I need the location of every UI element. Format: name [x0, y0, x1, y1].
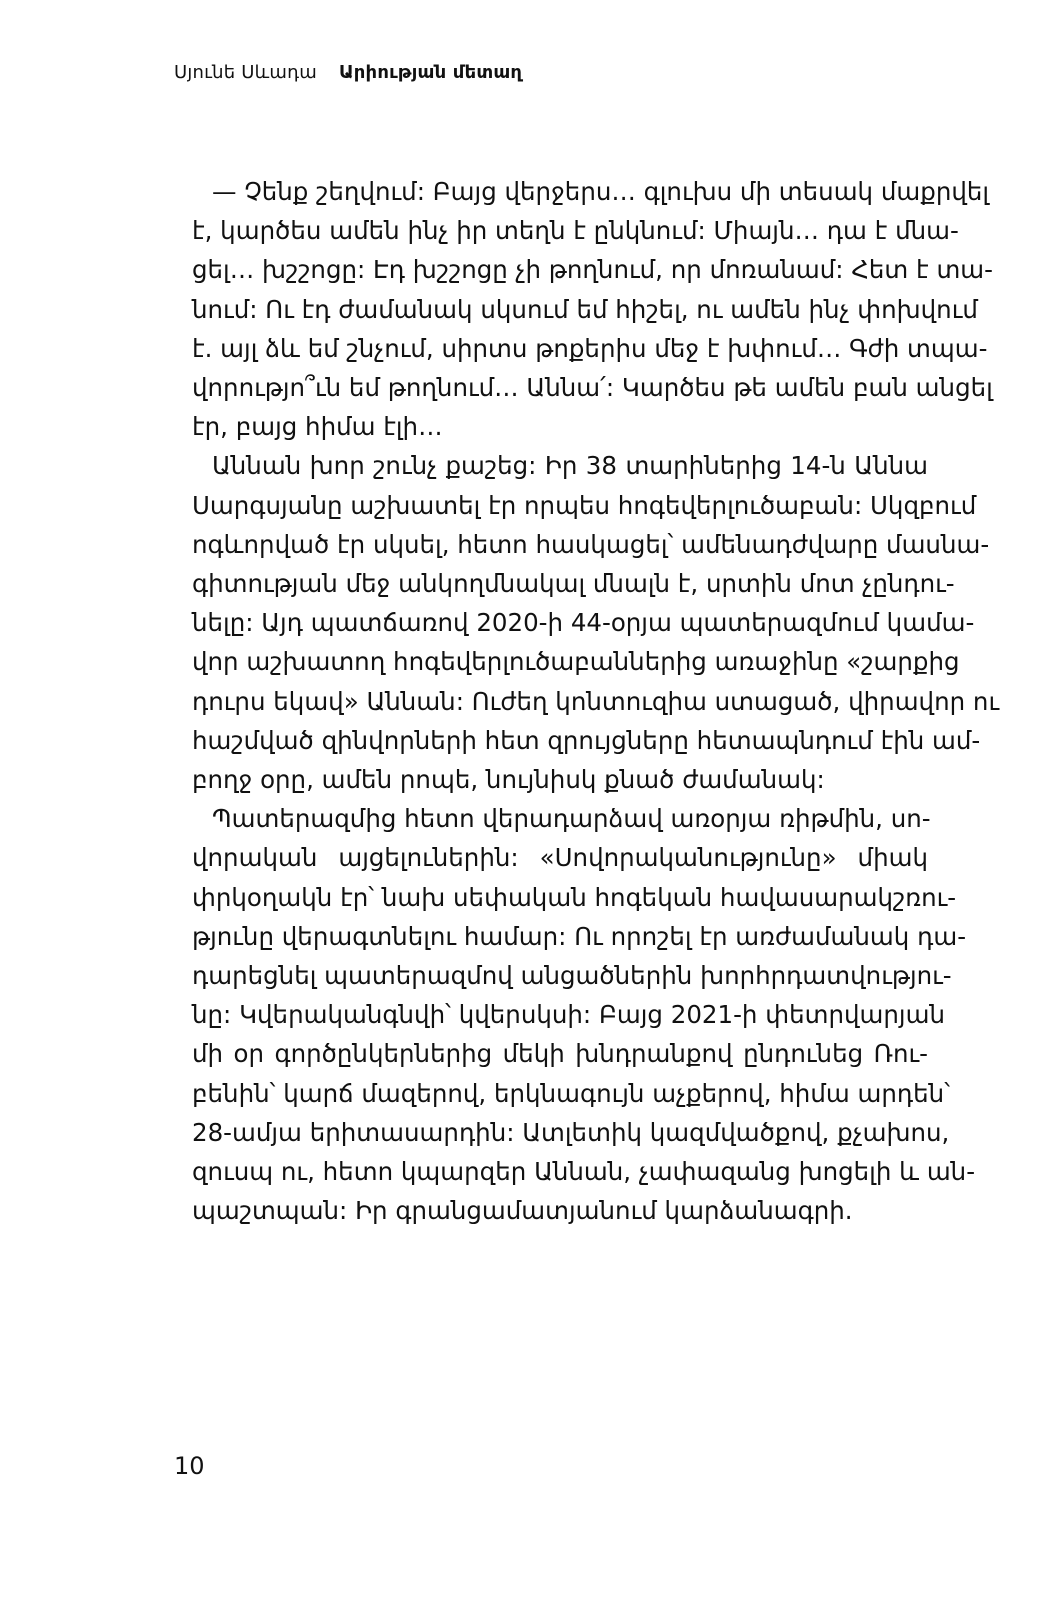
text-line: Պատերազմից հետո վերադարձավ առօրյա ռիթմին, սո- [212, 804, 931, 834]
text-line: փրկօղակն էր՝ նախ սեփական հոգեկան հավասարակշռու- [192, 882, 957, 912]
page-body [172, 172, 1000, 1230]
text-line: թյունը վերագտնելու համար: Ու որոշել էր առժամանակ դա- [192, 921, 967, 951]
text-line: է. այլ ձև եմ շնչում, սիրտս թոքերիս մեջ է խփում… Գժի տպա- [192, 333, 988, 363]
header-author: Սյունե Սևադա [174, 62, 318, 83]
text-line: Աննան խոր շունչ քաշեց: Իր 38 տարիներից 14-ն Աննա [212, 451, 928, 481]
text-line: էր, բայց հիմա էլի… [192, 412, 443, 442]
text-line: Սարգսյանը աշխատել էր որպես հոգեվերլուծաբան: Սկզբում [192, 490, 977, 520]
text-line: ոգևորված էր սկսել, հետո հասկացել՝ ամենադժվարը մասնա- [192, 529, 990, 559]
text-line: — Չենք շեղվում: Բայց վերջերս… գլուխս մի տեսակ մաքրվել [212, 177, 990, 206]
text-line: դարեցնել պատերազմով անցածներին խորհրդատվությու- [192, 961, 952, 991]
text-line: նելը: Այդ պատճառով 2020-ի 44-օրյա պատերազմում կամա- [192, 608, 975, 638]
paragraph [172, 799, 976, 1230]
text-line: գիտության մեջ անկողմնակալ մնալն է, սրտին մոտ չընդու- [192, 569, 955, 599]
text-line: ցել… խշշոցը: Էդ խշշոցը չի թողնում, որ մոռանամ: Հետ է տա- [192, 255, 994, 285]
text-line: նում: Ու էդ ժամանակ սկսում եմ հիշել, ու ամեն ինչ փոխվում [192, 294, 978, 324]
paragraph [172, 172, 994, 446]
running-header [174, 62, 522, 83]
text-line: զուսպ ու, հետո կպարզեր Աննան, չափազանց խոցելի և ան- [192, 1157, 976, 1187]
text-line: վորությո՞ւն եմ թողնում… Աննա՛: Կարծես թե ամեն բան անցել [192, 373, 993, 403]
paragraph [172, 446, 1000, 799]
text-line: վոր աշխատող հոգեվերլուծաբաններից առաջինը «շարքից [192, 647, 960, 677]
header-book-title: Արիության մետաղ [338, 62, 523, 83]
text-line: է, կարծես ամեն ինչ իր տեղն է ընկնում: Միայն… դա է մնա- [192, 216, 959, 246]
text-line: հաշմված զինվորների հետ զրույցները հետապնդում էին ամ- [192, 725, 981, 755]
text-line: մի օր գործընկերներից մեկի խնդրանքով ընդունեց Ռու- [192, 1039, 928, 1069]
text-line: բողջ օրը, ամեն րոպե, նույնիսկ քնած ժամանակ: [192, 765, 825, 795]
text-line: դուրս եկավ» Աննան: Ուժեղ կոնտուզիա ստացած, վիրավոր ու [192, 686, 1000, 716]
text-line: պաշտպան: Իր գրանցամատյանում կարձանագրի. [192, 1196, 853, 1226]
text-line: 28-ամյա երիտասարդին: Ատլետիկ կազմվածքով, քչախոս, [192, 1117, 950, 1147]
text-line: վորական այցելուներին: «Սովորականությունը» միակ [192, 843, 928, 873]
text-line: բենին՝ կարճ մազերով, երկնագույն աչքերով, հիմա արդեն՝ [192, 1078, 951, 1108]
page-number: 10 [174, 1452, 205, 1480]
text-line: նը: Կվերականգնվի՝ կվերսկսի: Բայց 2021-ի փետրվարյան [192, 1000, 945, 1030]
